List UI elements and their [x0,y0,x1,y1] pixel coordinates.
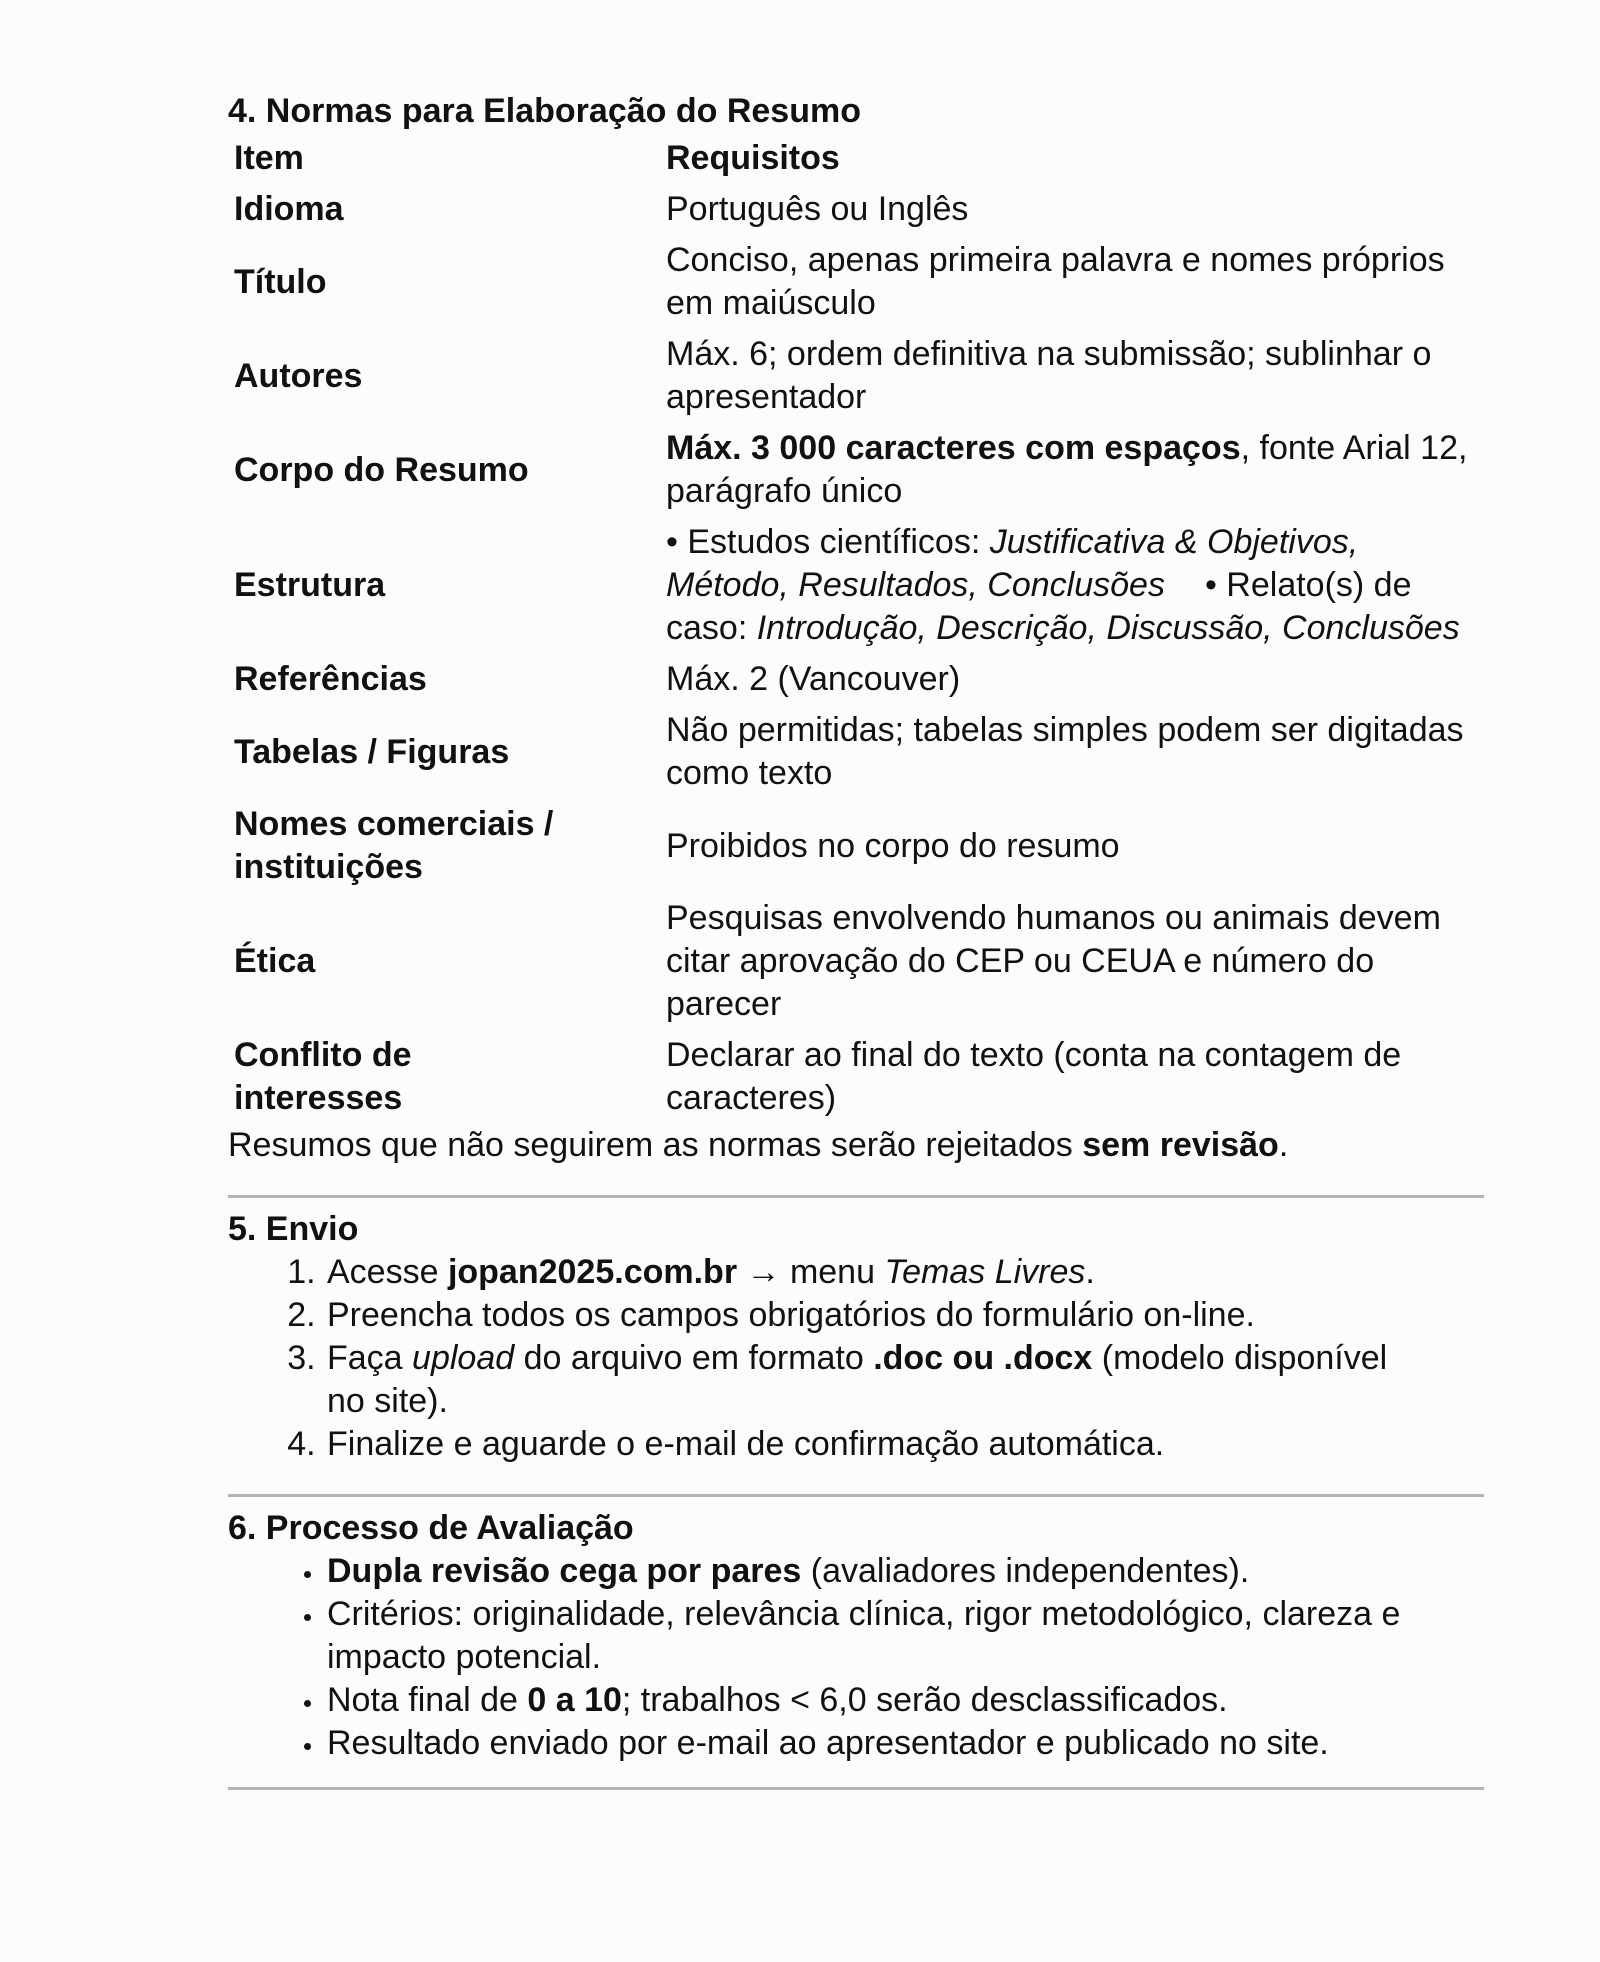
text: • Estudos científicos: [666,523,990,561]
row-key: Conflito de interesses [234,1036,412,1117]
row-key: Ética [234,942,316,980]
row-value: Não permitidas; tabelas simples podem ser digitadas como texto [666,711,1464,792]
row-value: Máx. 6; ordem definitiva na submissão; sublinhar o apresentador [666,335,1432,416]
row-key: Tabelas / Figuras [234,732,510,771]
row-value: Declarar ao final do texto (conta na contagem de caracteres) [666,1036,1402,1117]
row-key: Estrutura [234,566,386,604]
row-key: Corpo do Resumo [234,450,529,489]
table-row [234,654,1484,705]
website-link[interactable]: jopan2025.com.br [447,1253,738,1291]
row-key: Referências [234,660,427,698]
row-value: Português ou Inglês [666,190,969,228]
table-row [234,1030,1484,1124]
row-value [666,423,1484,517]
table-row [234,893,1484,1030]
header-requirements: Requisitos [666,139,840,177]
document [228,90,1484,1800]
divider [228,1494,1484,1497]
row-key: Nomes comerciais / instituições [234,805,554,886]
list-item: • Nota final de 0 a 10; trabalhos < 6,0 serão desclassificados. [325,1679,1484,1722]
section-6-title: 6. Processo de Avaliação [228,1509,634,1547]
row-value [666,517,1484,654]
list-item: 2. Preencha todos os campos obrigatórios do formulário on-line. [325,1294,1484,1337]
list-item: 3. Faça upload do arquivo em formato .doc ou .docx (modelo disponível no site). [325,1337,1484,1423]
evaluation-bullets [228,1550,1484,1765]
table-row [234,517,1484,654]
row-key: Idioma [234,190,344,228]
table-row [234,235,1484,329]
section-4-title: 4. Normas para Elaboração do Resumo [228,92,861,130]
table-header [234,133,1484,184]
italic-text: Introdução, Descrição, Discussão, Conclusões [756,609,1460,647]
rejection-note: Resumos que não seguirem as normas serão rejeitados sem revisão. [228,1126,1289,1164]
row-value: Proibidos no corpo do resumo [666,826,1120,865]
divider [228,1787,1484,1790]
text: , fonte Arial 12, parágrafo único [666,429,1468,510]
italic-text: Justificativa & Objetivos, Método, Resultados, Conclusões [666,523,1359,604]
list-item: • Critérios: originalidade, relevância clínica, rigor metodológico, clareza e impacto potencial. [325,1593,1484,1679]
list-item: • Dupla revisão cega por pares (avaliadores independentes). [325,1550,1484,1593]
row-key: Título [234,262,327,301]
row-key: Autores [234,356,363,395]
list-item: 1. Acesse jopan2025.com.br → menu Temas Livres. [325,1251,1484,1294]
submission-steps [228,1251,1484,1466]
text: • Relato(s) de caso: [666,566,1412,647]
header-item: Item [234,139,304,177]
table-row [234,799,1484,893]
table-row [234,184,1484,235]
bold-text: sem revisão [1082,1126,1279,1164]
table-row [234,423,1484,517]
row-value: Pesquisas envolvendo humanos ou animais devem citar aprovação do CEP ou CEUA e número do parecer [666,899,1441,1023]
abstract-rules-table [234,133,1484,1124]
divider [228,1195,1484,1198]
table-row [234,329,1484,423]
list-item: 4. Finalize e aguarde o e-mail de confirmação automática. [325,1423,1484,1466]
row-value: Máx. 2 (Vancouver) [666,660,961,698]
row-value: Conciso, apenas primeira palavra e nomes próprios em maiúsculo [666,241,1445,322]
section-5-title: 5. Envio [228,1210,359,1248]
table-row [234,705,1484,799]
bold-text: Máx. 3 000 caracteres com espaços [666,429,1241,467]
list-item: • Resultado enviado por e-mail ao apresentador e publicado no site. [325,1722,1484,1765]
